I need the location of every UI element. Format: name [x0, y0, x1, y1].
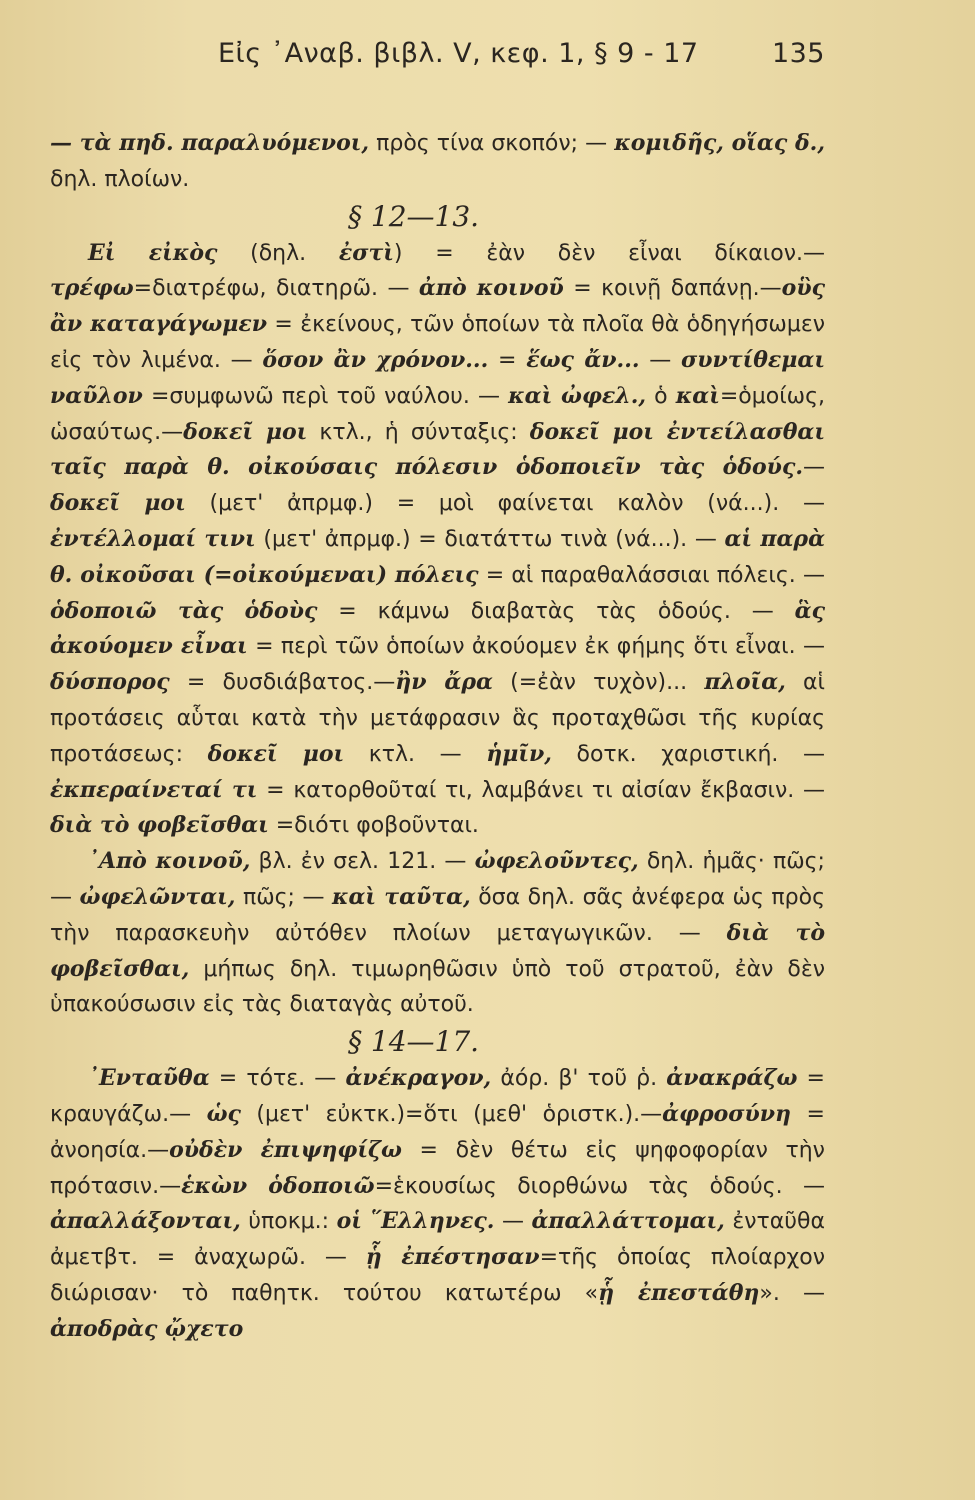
- gloss: —: [639, 347, 682, 373]
- lemma: καὶ ταῦτα,: [332, 883, 471, 910]
- gloss: =: [488, 347, 527, 373]
- lemma: ᾗ ἐπεστάθη: [598, 1279, 760, 1306]
- gloss: = ἐκείνους, τῶν ὁποίων τὰ πλοῖα θὰ ὁδηγήσωμεν εἰς τὸν λιμένα. —: [50, 312, 826, 373]
- lemma: κομιδῆς,: [614, 130, 724, 156]
- lemma: ἀπὸ κοινοῦ: [418, 275, 564, 302]
- lemma: δοκεῖ μοι: [183, 418, 308, 445]
- lemma: ἡμῖν,: [486, 740, 552, 767]
- lemma: τρέφω: [50, 275, 134, 302]
- lemma: ἢν ἄρα: [395, 669, 493, 696]
- gloss: δηλ. πλοίων.: [50, 166, 190, 192]
- gloss: δηλ. ἡμᾶς· πῶς; —: [50, 849, 825, 910]
- paragraph-4: [50, 1061, 825, 1347]
- gloss: ὅσα δηλ. σᾶς ἀνέφερα ὡς πρὸς τὴν παρασκευὴν αὐτόθεν πλοίων μεταγωγικῶν. —: [50, 884, 825, 946]
- lemma: καὶ ὠφελ.,: [508, 382, 647, 409]
- gloss: =ὁμοίως, ὡσαύτως.—: [50, 383, 825, 445]
- lemma: καὶ: [675, 382, 720, 409]
- gloss: =διότι φοβοῦνται.: [268, 813, 479, 839]
- gloss: = δυσδιάβατος.—: [169, 670, 396, 696]
- gloss: πῶς; —: [235, 884, 333, 910]
- lemma: ἀποδρὰς ᾤχετο: [50, 1315, 244, 1342]
- lemma: ὁδοποιῶ τὰς ὁδοὺς: [50, 597, 318, 624]
- lemma: οὓς ἂν καταγάγωμεν: [50, 275, 825, 338]
- gloss: ) = ἐὰν δὲν εἶναι δίκαιον.—: [393, 240, 825, 266]
- lemma: ἀνέκραγον,: [345, 1065, 492, 1092]
- lemma: οἱ ῞Ελληνες.: [336, 1208, 495, 1235]
- gloss: = κατορθοῦταί τι, λαμβάνει τι αἰσίαν ἔκβασιν. —: [257, 777, 826, 803]
- gloss: =συμφωνῶ περὶ τοῦ ναύλου. —: [142, 383, 509, 409]
- gloss: ». —: [759, 1280, 825, 1306]
- gloss: =τῆς ὁποίας πλοίαρχον διώρισαν· τὸ παθητκ. τούτου κατωτέρω «: [50, 1245, 825, 1306]
- running-head: [50, 38, 825, 74]
- lemma: ἐκπεραίνεταί τι: [50, 776, 258, 803]
- gloss: μήπως δηλ. τιμωρηθῶσιν ὑπὸ τοῦ στρατοῦ, ἐὰν δὲν ὑπακούσωσιν εἰς τὰς διαταγὰς αὐτοῦ.: [50, 956, 825, 1018]
- gloss: κτλ., ἡ σύνταξις:: [307, 419, 530, 445]
- gloss: = κάμνω διαβατὰς τὰς ὁδούς. —: [317, 598, 795, 624]
- lemma: ᾿Απὸ κοινοῦ,: [88, 848, 251, 875]
- lemma: ᾗ ἐπέστησαν: [365, 1244, 540, 1271]
- gloss: = κοινῇ δαπάνῃ.—: [563, 276, 782, 302]
- gloss: αἱ προτάσεις αὗται κατὰ τὴν μετάφρασιν ἃς προταχθῶσι τῆς κυρίας προτάσεως:: [50, 670, 825, 767]
- gloss: =ἑκουσίως διορθώνω τὰς ὁδούς. —: [374, 1173, 825, 1199]
- section-heading-12-13: § 12—13.: [348, 199, 480, 233]
- gloss: ὁ: [646, 383, 676, 409]
- lemma: ὠφελοῦντες,: [474, 848, 639, 875]
- lemma: οἵας δ.,: [723, 130, 825, 156]
- gloss: (=ἐὰν τυχὸν)...: [492, 670, 705, 696]
- lemma: αἱ παρὰ θ. οἰκοῦσαι (=οἰκούμεναι) πόλεις: [50, 525, 825, 588]
- page-number: 135: [771, 38, 825, 69]
- lemma: ὡς: [206, 1100, 241, 1127]
- lemma: — τὰ πηδ. παραλυόμενοι,: [50, 130, 370, 156]
- lemma: ἀνακράζω: [666, 1065, 798, 1092]
- gloss: (μετ' ἀπρμφ.) = διατάττω τινὰ (νά...). —: [255, 526, 725, 552]
- lemma: ὅσον ἂν χρόνον...: [262, 346, 489, 373]
- gloss: πρὸς τίνα σκοπόν; —: [369, 131, 615, 156]
- gloss: = αἱ παραθαλάσσιαι πόλεις. —: [478, 562, 825, 588]
- gloss: = ἀνοησία.—: [50, 1101, 825, 1163]
- gloss: ὑποκμ.:: [240, 1209, 337, 1235]
- gloss: (δηλ.: [217, 240, 339, 266]
- gloss: (μετ' εὐκτκ.)=ὅτι (μεθ' ὁριστκ.).—: [240, 1101, 663, 1127]
- gloss: δοτκ. χαριστική. —: [551, 741, 826, 767]
- lemma: πλοῖα,: [704, 669, 786, 696]
- lemma: ἃς ἀκούομεν εἶναι: [50, 597, 825, 660]
- lemma: ἐστὶ: [338, 239, 394, 266]
- lemma: διὰ τὸ φοβεῖσθαι: [50, 812, 269, 839]
- lemma: οὐδὲν ἐπιψηφίζω: [169, 1136, 402, 1163]
- gloss: ἀόρ. β' τοῦ ῥ.: [491, 1066, 667, 1092]
- lemma: διὰ τὸ φοβεῖσθαι,: [50, 919, 825, 982]
- gloss: —: [494, 1209, 532, 1235]
- lemma: δοκεῖ μοι ἐντείλασθαι ταῖς παρὰ θ. οἰκούσαις πόλεσιν ὁδοποιεῖν τὰς ὁδούς.: [50, 418, 825, 481]
- lemma: ὠφελῶνται,: [79, 883, 236, 910]
- gloss: κτλ. —: [344, 741, 487, 767]
- gloss: = κραυγάζω.—: [50, 1066, 825, 1127]
- gloss: βλ. ἐν σελ. 121. —: [250, 849, 475, 875]
- paragraph-1: [50, 126, 825, 198]
- gloss: = τότε. —: [209, 1066, 346, 1092]
- lemma: ᾿Ενταῦθα: [88, 1065, 210, 1092]
- lemma: ἑκὼν ὁδοποιῶ: [181, 1172, 375, 1199]
- section-heading-14-17: § 14—17.: [348, 1025, 480, 1059]
- lemma: συντίθεμαι ναῦλον: [50, 346, 825, 409]
- running-head-title: Εἰς ᾿Αναβ. βιβλ. V, κεφ. 1, § 9 - 17: [218, 38, 699, 69]
- lemma: ἐντέλλομαί τινι: [50, 525, 256, 552]
- gloss: =διατρέφω, διατηρῶ. —: [133, 276, 419, 302]
- gloss: (μετ' ἀπρμφ.) = μοὶ φαίνεται καλὸν (νά...). —: [185, 491, 826, 517]
- lemma: ἀφροσύνη: [662, 1100, 792, 1127]
- gloss: —: [803, 455, 825, 481]
- paragraph-3: [50, 844, 825, 1023]
- paragraph-2: [50, 236, 825, 845]
- gloss: = δὲν θέτω εἰς ψηφοφορίαν τὴν πρότασιν.—: [50, 1137, 825, 1199]
- lemma: ἀπαλλάττομαι,: [531, 1208, 725, 1235]
- lemma: δοκεῖ μοι: [207, 740, 345, 767]
- lemma: ἕως ἄν...: [526, 346, 640, 373]
- commentary-text: [50, 126, 825, 1348]
- gloss: = περὶ τῶν ὁποίων ἀκούομεν ἐκ φήμης ὅτι εἶναι. —: [247, 634, 825, 660]
- lemma: δύσπορος: [50, 669, 170, 696]
- lemma: ἀπαλλάξονται,: [50, 1208, 241, 1235]
- lemma: Εἰ εἰκὸς: [88, 239, 218, 266]
- gloss: ἐνταῦθα ἀμετβτ. = ἀναχωρῶ. —: [50, 1209, 825, 1271]
- lemma: δοκεῖ μοι: [50, 490, 186, 517]
